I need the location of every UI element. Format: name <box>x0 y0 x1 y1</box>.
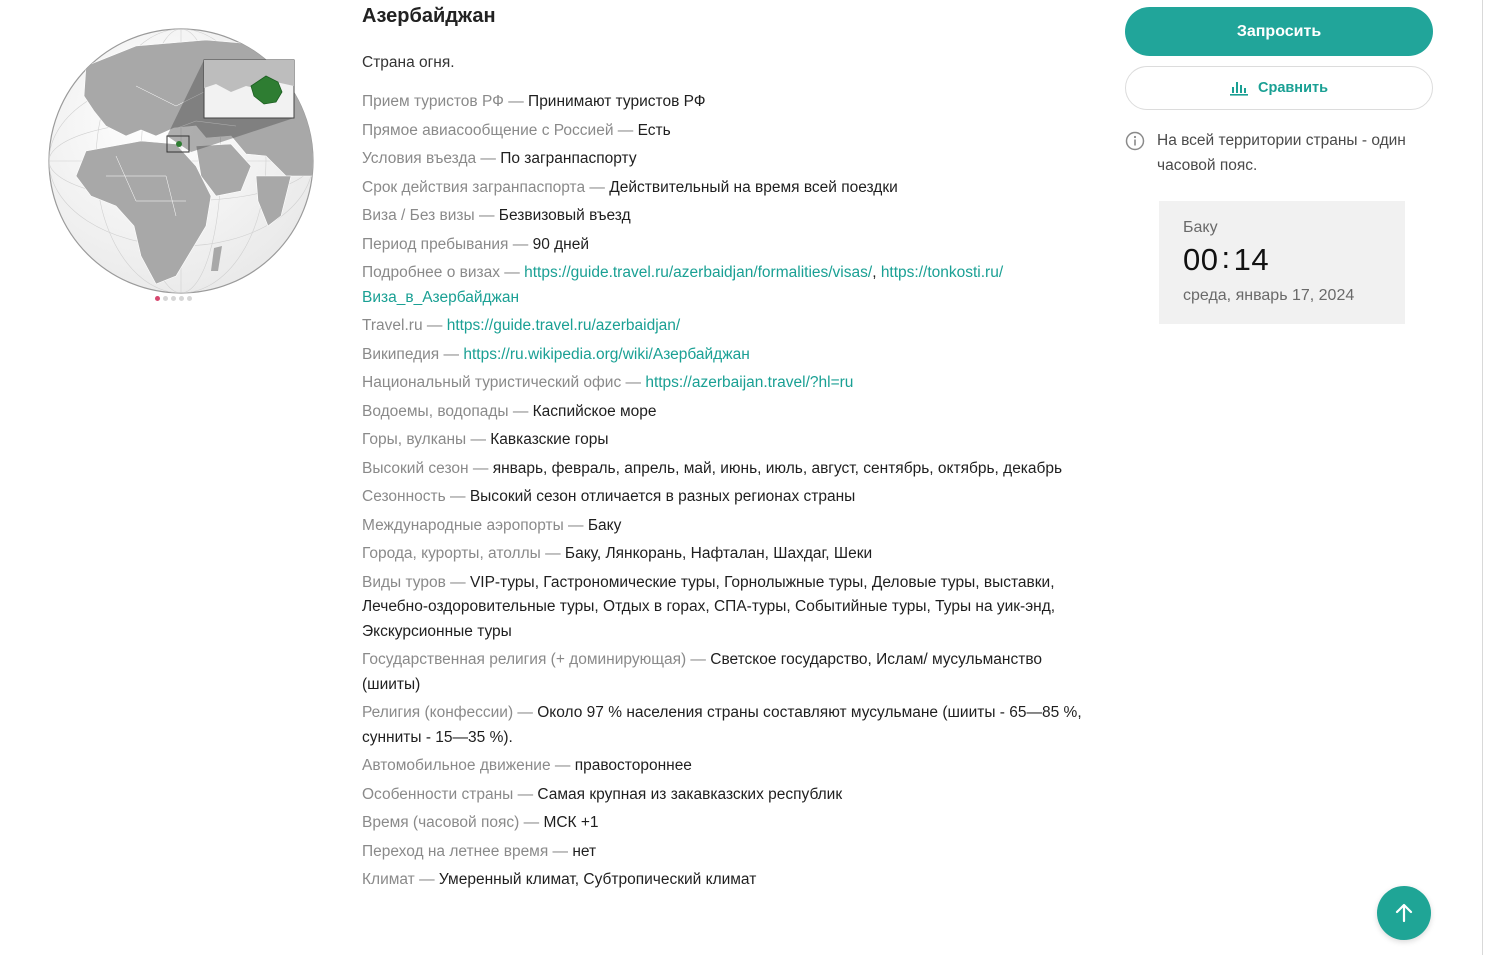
compare-button[interactable] <box>1125 66 1433 110</box>
gallery-pagination <box>155 296 192 301</box>
detail-separator: — <box>508 235 533 253</box>
detail-separator: — <box>550 757 575 774</box>
detail-label: Википедия <box>362 345 440 363</box>
country-info <box>362 0 1082 895</box>
detail-value: МСК +1 <box>543 814 599 831</box>
detail-separator: — <box>445 488 470 505</box>
detail-separator: — <box>513 704 538 721</box>
detail-label: Особенности страны <box>362 785 514 803</box>
detail-separator: — <box>513 785 538 803</box>
detail-separator: — <box>414 871 439 888</box>
detail-value: Баку <box>587 516 622 534</box>
country-details-list <box>362 88 1082 895</box>
detail-link[interactable]: https://azerbaijan.travel/?hl=ru <box>645 374 854 391</box>
detail-label: Национальный туристический офис <box>362 374 622 391</box>
detail-row <box>362 838 1082 867</box>
detail-link[interactable]: https://ru.wikipedia.org/wiki/Азербайджан <box>463 345 750 363</box>
detail-label: Высокий сезон <box>362 459 469 477</box>
detail-link[interactable]: https://tonkosti.ru/Виза_в_Азербайджан <box>362 264 1004 306</box>
detail-label: Горы, вулканы <box>362 431 467 448</box>
detail-row <box>362 540 1082 569</box>
detail-value: Действительный на время всей поездки <box>609 178 898 196</box>
detail-row <box>362 512 1082 541</box>
detail-row <box>362 781 1082 810</box>
detail-separator: — <box>476 150 501 167</box>
detail-value: правостороннее <box>574 757 692 774</box>
detail-value: Умеренный климат, Субтропический климат <box>438 871 757 888</box>
detail-value: Баку, Лянкорань, Нафталан, Шахдаг, Шеки <box>564 545 873 562</box>
scroll-to-top-button[interactable] <box>1377 886 1431 940</box>
timezone-note-text: На всей территории страны - один часовой пояс. <box>1157 132 1406 174</box>
detail-separator: — <box>500 264 525 281</box>
gallery-dot[interactable] <box>187 296 192 301</box>
detail-separator: — <box>585 178 610 196</box>
detail-separator: — <box>445 573 470 591</box>
detail-label: Автомобильное движение <box>362 757 551 774</box>
detail-value: По загранпаспорту <box>500 150 637 167</box>
detail-separator: — <box>548 842 573 860</box>
gallery-dot[interactable] <box>171 296 176 301</box>
detail-row <box>362 569 1082 647</box>
detail-label: Виды туров <box>362 573 446 591</box>
detail-label: Международные аэропорты <box>362 516 564 534</box>
page-edge-divider <box>1482 0 1483 955</box>
detail-value: январь, февраль, апрель, май, июнь, июль, август, сентябрь, октябрь, декабрь <box>492 459 1063 477</box>
detail-separator: — <box>508 402 533 420</box>
detail-row <box>362 259 1082 312</box>
detail-value: Кавказские горы <box>490 431 609 448</box>
detail-label: Подробнее о визах <box>362 264 500 281</box>
detail-row <box>362 231 1082 260</box>
detail-separator: — <box>466 431 491 448</box>
gallery-dot[interactable] <box>179 296 184 301</box>
timezone-note <box>1125 128 1425 178</box>
detail-value: Безвизовый въезд <box>498 207 631 224</box>
detail-value: Есть <box>637 121 671 139</box>
detail-label: Города, курорты, атоллы <box>362 545 541 562</box>
detail-link[interactable]: https://guide.travel.ru/azerbaidjan/formalities/visas/ <box>524 264 873 281</box>
detail-value: нет <box>572 842 597 860</box>
detail-row <box>362 699 1082 752</box>
detail-separator: — <box>540 545 565 562</box>
detail-label: Водоемы, водопады <box>362 402 509 420</box>
detail-label: Климат <box>362 871 415 888</box>
detail-value: VIP-туры, Гастрономические туры, Горнолыжные туры, Деловые туры, выставки, Лечебно-оздоровительные туры, Отдых в горах, СПА-туры, Событийные туры, Туры на уик-энд, Экскурсионные туры <box>362 573 1056 640</box>
detail-row <box>362 88 1082 117</box>
detail-value: Светское государство, Ислам/ мусульманство (шииты) <box>362 651 1043 693</box>
detail-row <box>362 398 1082 427</box>
detail-value: Высокий сезон отличается в разных регионах страны <box>469 488 856 505</box>
detail-separator: — <box>613 121 638 139</box>
detail-label: Виза / Без визы <box>362 207 475 224</box>
detail-separator: — <box>563 516 588 534</box>
detail-label: Государственная религия (+ доминирующая) <box>362 651 687 668</box>
bar-chart-icon <box>1230 80 1248 96</box>
clock-date: среда, январь 17, 2024 <box>1183 287 1355 304</box>
detail-label: Период пребывания <box>362 235 509 253</box>
detail-label: Прием туристов РФ <box>362 93 504 110</box>
detail-row <box>362 117 1082 146</box>
detail-label: Прямое авиасообщение с Россией <box>362 121 614 139</box>
clock-city: Баку <box>1183 219 1218 236</box>
detail-row <box>362 312 1082 341</box>
clock-time <box>1183 241 1381 279</box>
detail-row <box>362 752 1082 781</box>
detail-link[interactable]: https://guide.travel.ru/azerbaidjan/ <box>446 317 681 334</box>
detail-separator: — <box>621 374 646 391</box>
detail-label: Время (часовой пояс) <box>362 814 520 831</box>
detail-label: Travel.ru <box>362 317 423 334</box>
detail-row <box>362 369 1082 398</box>
detail-row <box>362 483 1082 512</box>
local-time-card <box>1159 201 1405 324</box>
compare-button-label: Сравнить <box>1258 80 1328 96</box>
detail-row <box>362 341 1082 370</box>
detail-row <box>362 866 1082 895</box>
detail-label: Условия въезда <box>362 150 477 167</box>
detail-label: Срок действия загранпаспорта <box>362 178 586 196</box>
detail-label: Сезонность <box>362 488 446 505</box>
globe-map-image <box>46 26 316 296</box>
gallery-dot[interactable] <box>163 296 168 301</box>
detail-label: Религия (конфессии) <box>362 704 514 721</box>
detail-separator: — <box>519 814 544 831</box>
detail-separator: — <box>686 651 711 668</box>
detail-separator: — <box>503 93 529 110</box>
detail-row <box>362 809 1082 838</box>
gallery-dot[interactable] <box>155 296 160 301</box>
detail-separator: — <box>474 207 499 224</box>
arrow-up-icon <box>1393 902 1415 924</box>
detail-row <box>362 202 1082 231</box>
clock-hours: 00 <box>1183 242 1219 277</box>
clock-colon: : <box>1221 240 1231 275</box>
country-map-globe[interactable] <box>46 26 316 296</box>
detail-separator: — <box>468 459 493 477</box>
detail-value: Принимают туристов РФ <box>528 93 706 110</box>
detail-separator: — <box>422 317 447 334</box>
detail-row <box>362 455 1082 484</box>
country-description: Страна огня. <box>362 54 455 71</box>
clock-minutes: 14 <box>1233 242 1270 277</box>
detail-row <box>362 646 1082 699</box>
detail-value: Около 97 % населения страны составляют мусульмане (шииты - 65—85 %, сунниты - 15—35 %). <box>362 704 1082 746</box>
detail-row <box>362 174 1082 203</box>
link-comma: , <box>872 264 881 281</box>
detail-value: Самая крупная из закавказских республик <box>537 785 843 803</box>
detail-label: Переход на летнее время <box>362 842 549 860</box>
country-title: Азербайджан <box>362 5 496 27</box>
detail-value: Каспийское море <box>532 402 657 420</box>
info-icon <box>1125 131 1145 151</box>
detail-value: 90 дней <box>532 235 590 253</box>
detail-separator: — <box>439 345 464 363</box>
detail-row <box>362 145 1082 174</box>
request-button[interactable]: Запросить <box>1125 7 1433 56</box>
detail-row <box>362 426 1082 455</box>
